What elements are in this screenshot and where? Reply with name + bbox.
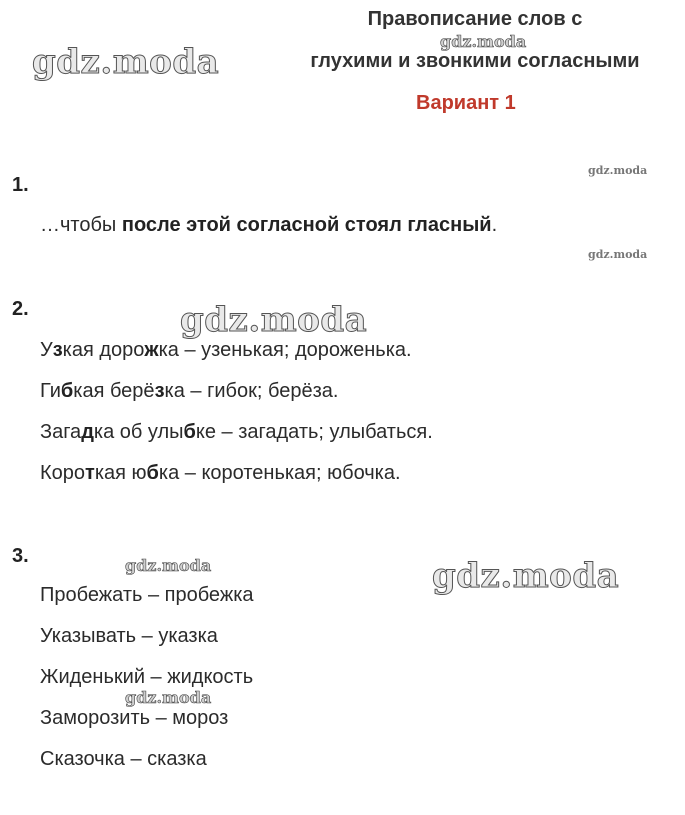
highlighted-letter: д <box>81 421 94 443</box>
task-1-number: 1. <box>12 174 29 196</box>
text-segment: ка – коротенькая; юбочка. <box>158 462 401 484</box>
task-3-line: Указывать – указка <box>40 625 218 647</box>
text-segment: Зага <box>40 421 82 443</box>
variant-label: Вариант 1 <box>416 92 516 114</box>
task-2-line <box>40 421 433 444</box>
watermark-logo: gdz.moda <box>440 32 527 51</box>
text-segment: Ги <box>40 380 61 402</box>
text-segment: кая ю <box>94 462 147 484</box>
task-3-line: Заморозить – мороз <box>40 707 229 729</box>
text-segment: кая доро <box>62 339 145 361</box>
text-segment: У <box>40 339 53 361</box>
text-segment: кая берё <box>73 380 155 402</box>
watermark-logo: gdz.moda <box>125 556 212 575</box>
task-2-line <box>40 339 412 362</box>
answer-prefix: …чтобы <box>40 214 122 236</box>
watermark-logo: gdz.moda <box>432 556 620 596</box>
task-3-line: Сказочка – сказка <box>40 748 207 770</box>
text-segment: ка – узенькая; дороженька. <box>158 339 412 361</box>
watermark-logo: gdz.moda <box>180 300 368 340</box>
answer-suffix: . <box>491 214 498 236</box>
highlighted-letter: б <box>183 421 196 443</box>
highlighted-letter: б <box>146 462 159 484</box>
watermark-logo: gdz.moda <box>125 688 212 707</box>
highlighted-letter: б <box>60 380 74 402</box>
task-3-line: Пробежать – пробежка <box>40 584 254 606</box>
title-line-1: Правописание слов с <box>367 8 583 30</box>
title-line-2: глухими и звонкими согласными <box>310 50 640 72</box>
highlighted-letter: т <box>85 462 95 484</box>
watermark-logo: gdz.moda <box>32 42 220 82</box>
watermark-logo: gdz.moda <box>588 248 648 261</box>
highlighted-letter: з <box>52 339 63 361</box>
text-segment: ке – загадать; улыбаться. <box>195 421 433 443</box>
task-2-line <box>40 380 338 403</box>
highlighted-letter: ж <box>144 339 159 361</box>
task-3-line: Жиденький – жидкость <box>40 666 254 688</box>
text-segment: ка – гибок; берёза. <box>164 380 339 402</box>
watermark-logo: gdz.moda <box>588 164 648 177</box>
answer-bold: после этой согласной стоял гласный <box>121 214 492 236</box>
task-3-number: 3. <box>12 545 29 567</box>
task-2-line <box>40 462 401 485</box>
task-1-answer <box>40 214 497 237</box>
task-2-number: 2. <box>12 298 29 320</box>
highlighted-letter: з <box>154 380 165 402</box>
text-segment: Коро <box>40 462 86 484</box>
text-segment: ка об улы <box>93 421 184 443</box>
